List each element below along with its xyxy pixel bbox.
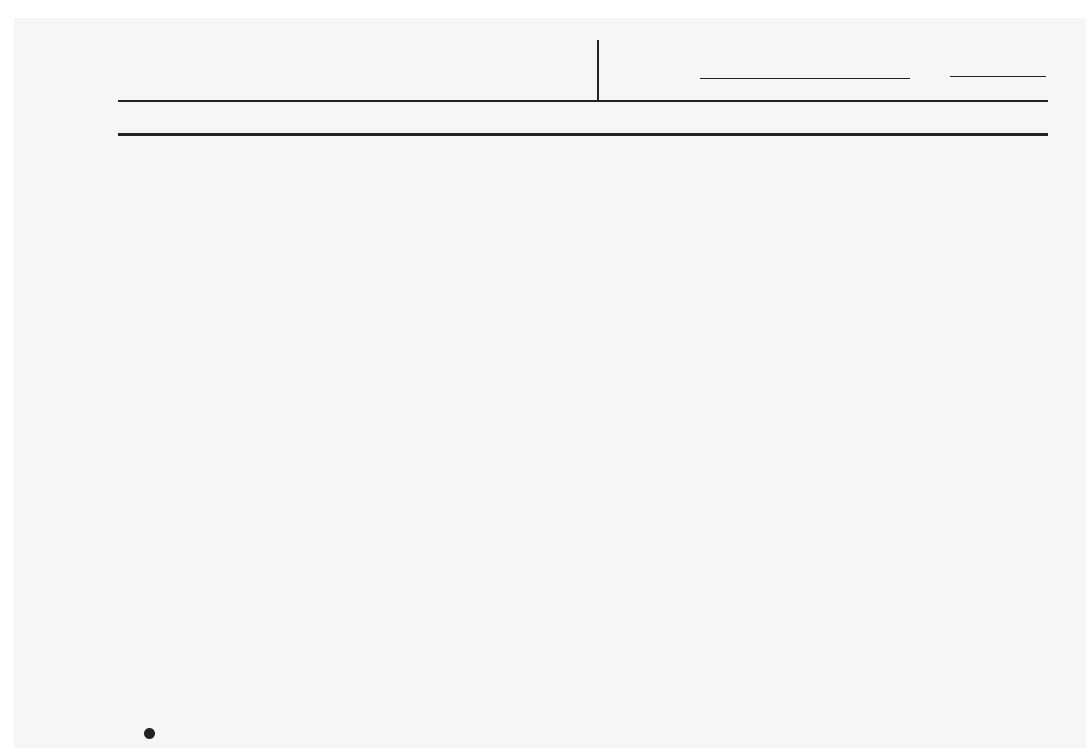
title-rule bbox=[118, 133, 1048, 136]
province-underline bbox=[950, 76, 1046, 77]
header-rule bbox=[118, 100, 1048, 102]
header-divider bbox=[597, 40, 599, 102]
printer-logo-icon bbox=[144, 728, 155, 739]
paper-form bbox=[14, 18, 1086, 748]
municipality-underline bbox=[700, 78, 910, 79]
